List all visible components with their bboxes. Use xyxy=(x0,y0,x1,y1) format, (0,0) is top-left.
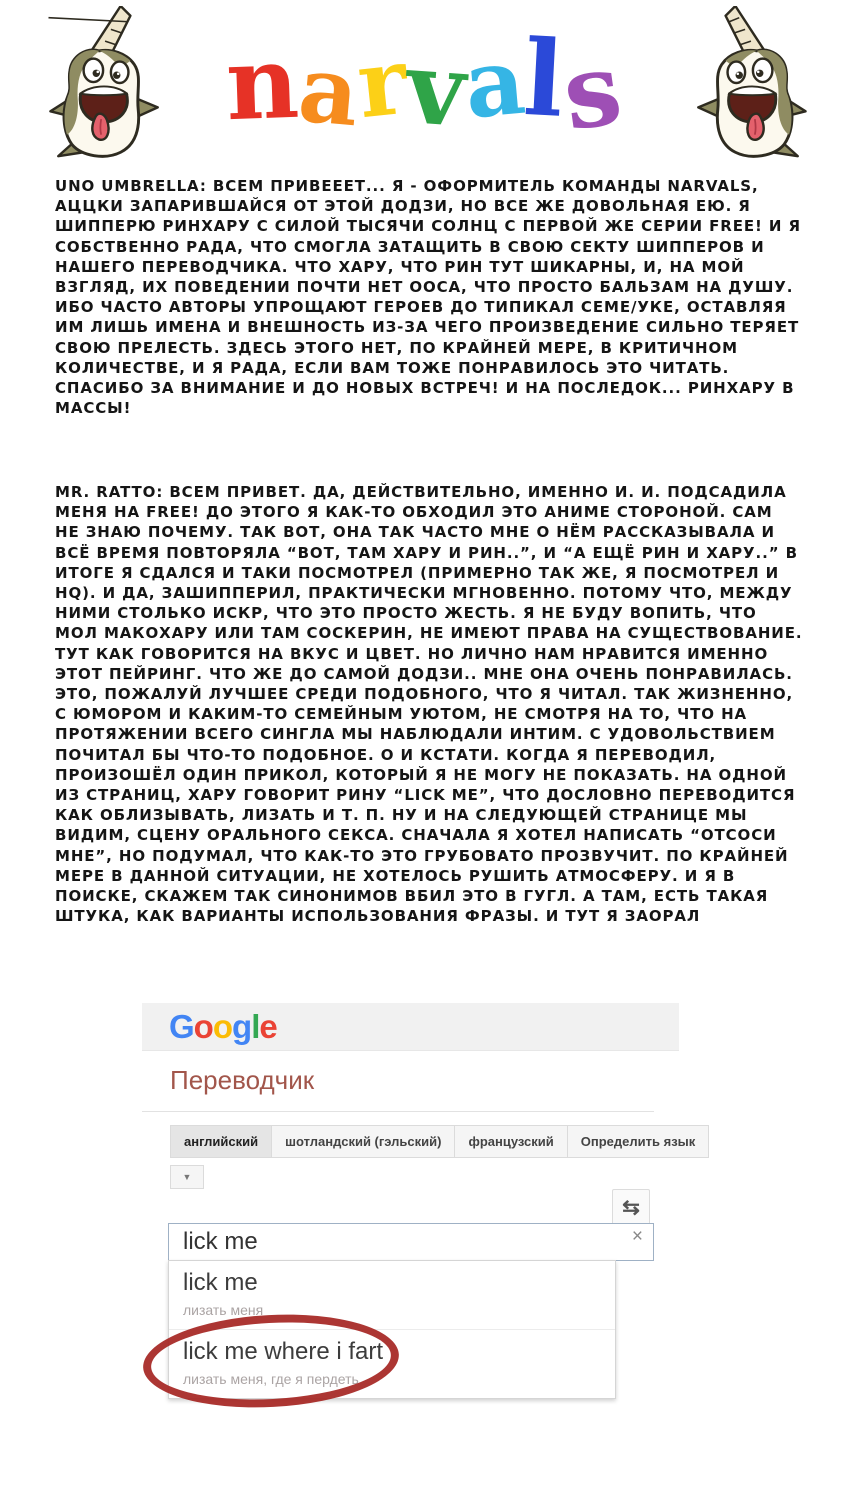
tab-scottish-gaelic[interactable]: шотландский (гэльский) xyxy=(271,1125,455,1158)
chevron-down-icon: ▼ xyxy=(182,1172,192,1182)
credits-note-mr-ratto: MR. RATTO: ВСЕМ ПРИВЕТ. ДА, ДЕЙСТВИТЕЛЬНО, ИМЕННО И. И. ПОДСАДИЛА МЕНЯ НА FREE! ДО ЭТОГО Я КАК-ТО ОБХОДИЛ ЭТО АНИМЕ СТОРОНОЙ. САМ НЕ ЗНАЮ ПОЧЕМУ. ТАК ВОТ, ОНА ТАК ЧАСТО МНЕ О НЁМ РАССКАЗЫВАЛА И ВСЁ ВРЕМЯ ПОВТОРЯЛА “ВОТ, ТАМ ХАРУ И РИН..”, И “А ЕЩЁ РИН И ХАРУ..” В ИТОГЕ Я СДАЛСЯ И ТАКИ ПОСМОТРЕЛ (ПРИМЕРНО ТАК ЖЕ, Я ПОСМОТРЕЛ И HQ). И ДА, ЗАШИППЕРИЛ, ПРАКТИЧЕСКИ МГНОВЕННО. ПОТОМУ ЧТО, МЕЖДУ НИМИ СТОЛЬКО ИСКР, ЧТО ЭТО ПРОСТО ЖЕСТЬ. Я НЕ БУДУ ВОПИТЬ, ЧТО МОЛ МАКОХАРУ ИЛИ ТАМ СОСКЕРИН, НЕ ИМЕЮТ ПРАВА НА СУЩЕСТВОВАНИЕ. ТУТ КАК ГОВОРИТСЯ НА ВКУС И ЦВЕТ. НО ЛИЧНО НАМ НРАВИТСЯ ИМЕННО ЭТОТ ПЕЙРИНГ. ЧТО ЖЕ ДО САМОЙ ДОДЗИ.. МНЕ ОНА ОЧЕНЬ ПОНРАВИЛАСЬ. ЭТО, ПОЖАЛУЙ ЛУЧШЕЕ СРЕДИ ПОДОБНОГО, ЧТО Я ЧИТАЛ. ТАК ЖИЗНЕННО, С ЮМОРОМ И КАКИМ-ТО СЕМЕЙНЫМ УЮТОМ, НЕ СМОТРЯ НА ТО, ЧТО НА ПРОТЯЖЕНИИ ВСЕГО СИНГЛА МЫ НАБЛЮДАЛИ ИНТИМ. С УДОВОЛЬСТВИЕМ ПОЧИТАЛ БЫ ЧТО-ТО ПОДОБНОЕ. О И КСТАТИ. КОГДА Я ПЕРЕВОДИЛ, ПРОИЗОШЁЛ ОДИН ПРИКОЛ, КОТОРЫЙ Я НЕ МОГУ НЕ ПОКАЗАТЬ. НА ОДНОЙ ИЗ СТРАНИЦ, ХАРУ ГОВОРИТ РИНУ “LICK ME”, ЧТО ДОСЛОВНО ПЕРЕВОДИТСЯ КАК ОБЛИЗЫВАТЬ, ЛИЗАТЬ И Т. П. НУ И НА СЛЕДУЮЩЕЙ СТРАНИЦЕ МЫ ВИДИМ, СЦЕНУ ОРАЛЬНОГО СЕКСА. СНАЧАЛА Я ХОТЕЛ НАПИСАТЬ “ОТСОСИ МНЕ”, НО ПОДУМАЛ, ЧТО КАК-ТО ЭТО ГРУБОВАТО ПРОЗВУЧИТ. ПО КРАЙНЕЙ МЕРЕ В ДАННОЙ СИТУАЦИИ, НЕ ХОТЕЛОСЬ РУШИТЬ АТМОСФЕРУ. И Я В ПОИСКЕ, СКАЖЕМ ТАК СИНОНИМОВ ВБИЛ ЭТО В ГУГЛ. А ТАМ, ЕСТЬ ТАКАЯ ШТУКА, КАК ВАРИАНТЫ ИСПОЛЬЗОВАНИЯ ФРАЗЫ. И ТУТ Я ЗАОРАЛ xyxy=(55,483,803,926)
suggestions-dropdown xyxy=(168,1260,616,1399)
tab-detect-language[interactable]: Определить язык xyxy=(567,1125,710,1158)
suggestion-item[interactable] xyxy=(169,1329,615,1398)
narvals-logo: n a r v a l s xyxy=(223,16,629,154)
language-tabs xyxy=(170,1125,708,1158)
translate-page-title: Переводчик xyxy=(170,1065,315,1095)
narwhal-icon xyxy=(690,6,808,162)
google-translate-screenshot xyxy=(142,1003,696,1403)
swap-languages-button[interactable] xyxy=(612,1189,650,1225)
close-icon[interactable]: × xyxy=(631,1226,643,1247)
suggestion-text: lick me xyxy=(183,1269,258,1296)
narwhal-icon xyxy=(48,6,166,162)
narwhal-mascot-icon xyxy=(48,6,166,162)
swap-arrows-icon: ⇆ xyxy=(622,1195,640,1219)
google-header-bar xyxy=(142,1003,679,1051)
suggestion-translation: лизать меня, где я пердеть xyxy=(183,1371,359,1387)
source-text-box xyxy=(168,1223,654,1261)
suggestion-translation: лизать меня xyxy=(183,1302,264,1318)
narwhal-mascot-icon xyxy=(690,6,808,162)
more-languages-dropdown[interactable] xyxy=(170,1165,204,1189)
credits-note-uno-umbrella: UNO UMBRELLA: ВСЕМ ПРИВЕЕЕТ... Я - ОФОРМИТЕЛЬ КОМАНДЫ NARVALS, АЦЦКИ ЗАПАРИВШАЙСЯ ОТ ЭТОЙ ДОДЗИ, НО ВСЕ ЖЕ ДОВОЛЬНАЯ ЕЮ. Я ШИППЕРЮ РИНХАРУ С СИЛОЙ ТЫСЯЧИ СОЛНЦ С ПЕРВОЙ ЖЕ СЕРИИ FREE! И Я СОБСТВЕННО РАДА, ЧТО СМОГЛА ЗАТАЩИТЬ В СВОЮ СЕКТУ ШИППЕРОВ И НАШЕГО ПЕРЕВОДЧИКА. ЧТО ХАРУ, ЧТО РИН ТУТ ШИКАРНЫ, И, НА МОЙ ВЗГЛЯД, ИХ ПОВЕДЕНИИ ПОЧТИ НЕТ ООСА, ЧТО ПРОСТО БАЛЬЗАМ НА ДУШУ. ИБО ЧАСТО АВТОРЫ УПРОЩАЮТ ГЕРОЕВ ДО ТИПИКАЛ СЕМЕ/УКЕ, ОСТАВЛЯЯ ИМ ЛИШЬ ИМЕНА И ВНЕШНОСТЬ ИЗ-ЗА ЧЕГО ПРОИЗВЕДЕНИЕ СИЛЬНО ТЕРЯЕТ СВОЮ ПРЕЛЕСТЬ. ЗДЕСЬ ЭТОГО НЕТ, ПО КРАЙНЕЙ МЕРЕ, В КРИТИЧНОМ КОЛИЧЕСТВЕ, И Я РАДА, ЕСЛИ ВАМ ТОЖЕ ПОНРАВИЛОСЬ ЭТО ЧИТАТЬ. СПАСИБО ЗА ВНИМАНИЕ И ДО НОВЫХ ВСТРЕЧ! И НА ПОСЛЕДОК... РИНХАРУ В МАССЫ! xyxy=(55,177,801,418)
translate-input[interactable] xyxy=(181,1226,605,1258)
suggestion-text: lick me where i fart xyxy=(183,1338,384,1365)
google-logo: Google xyxy=(169,1008,277,1045)
suggestion-item[interactable] xyxy=(169,1261,615,1329)
divider xyxy=(142,1111,654,1112)
tab-french[interactable]: французский xyxy=(454,1125,567,1158)
tab-english[interactable]: английский xyxy=(170,1125,272,1158)
